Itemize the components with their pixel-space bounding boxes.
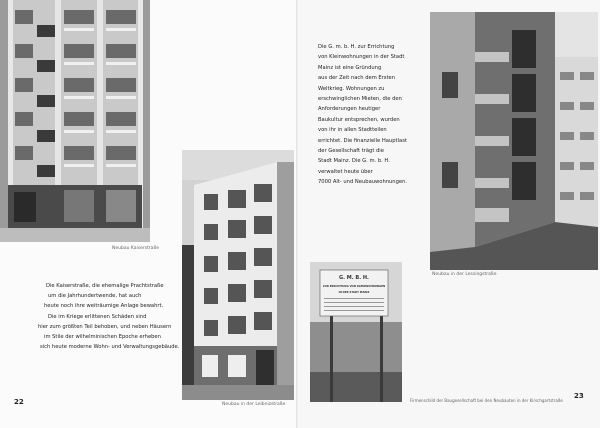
paragraph-line: hier zum größten Teil behoben, und neben Häusern — [38, 323, 172, 330]
photo-caption: Firmenschild der Baugesellschaft bei den Neubauten in der Kirschgartstraße — [410, 398, 563, 403]
page-number: 22 — [14, 398, 24, 406]
paragraph-line: verwaltet heute über — [318, 168, 373, 175]
sign-title: G. M. B. H. — [339, 275, 369, 281]
sign-location: IN DER STADT MAINZ — [338, 291, 370, 294]
sign-illustration — [310, 262, 402, 402]
gmbh-paragraph — [318, 42, 407, 188]
paragraph-line: im Stile der wilhelminischen Epoche erheben — [44, 334, 161, 341]
paragraph-line: von ihr in allen Stadtteilen — [318, 127, 387, 134]
paragraph-line: Stadt Mainz. Die G. m. b. H. — [318, 158, 390, 165]
kaiserstrasse-paragraph — [38, 281, 179, 352]
paragraph-line: sich heute moderne Wohn- und Verwaltungsgebäude. — [40, 344, 180, 351]
paragraph-line: von Kleinwohnungen in der Stadt — [318, 54, 405, 61]
paragraph-line: Weltkrieg. Wohnungen zu — [318, 85, 385, 92]
building-illustration-2 — [182, 150, 294, 400]
paragraph-line: um die Jahrhundertwende, hat auch — [48, 293, 142, 300]
paragraph-line: Mainz ist eine Gründung — [318, 64, 382, 71]
left-page — [0, 0, 298, 428]
paragraph-line: Die G. m. b. H. zur Errichtung — [318, 44, 395, 50]
paragraph-line: Die Kaiserstraße, die ehemalige Prachtstraße — [46, 283, 164, 289]
photo-caption: Neubau in der Leibnizstraße — [222, 402, 286, 407]
paragraph-line: Die im Kriege erlittenen Schäden sind — [48, 313, 147, 320]
paragraph-line: Baukultur entsprechen, wurden — [318, 116, 400, 123]
photo-caption: Neubau in der Lessingstraße — [432, 272, 497, 277]
photo-company-sign — [310, 262, 402, 402]
photo-kaiserstrasse-building — [0, 0, 150, 242]
right-page — [298, 0, 600, 428]
photo-lessingstrasse-building — [430, 12, 598, 270]
paragraph-line: errichtet. Die finanzielle Hauptlast — [318, 137, 407, 144]
photo-caption: Neubau Kaiserstraße — [112, 246, 160, 251]
paragraph-line: Anforderungen heutiger — [318, 106, 381, 113]
paragraph-line: heute noch ihre weiträumige Anlage bewahrt. — [44, 303, 164, 310]
photo-leibnizstrasse-building — [182, 150, 294, 400]
page-number: 23 — [574, 392, 584, 400]
paragraph-line: erschwinglichen Mieten, die den — [318, 96, 402, 103]
building-illustration-1 — [0, 0, 150, 242]
paragraph-line: der Gesellschaft trägt die — [318, 148, 384, 155]
building-illustration-3 — [430, 12, 598, 270]
paragraph-line: aus der Zeit nach dem Ersten — [318, 75, 396, 82]
sign-subtitle: ZUR ERRICHTUNG VON KLEINWOHNUNGEN — [322, 285, 386, 288]
paragraph-line: 7000 Alt- und Neubauwohnungen. — [318, 179, 408, 186]
